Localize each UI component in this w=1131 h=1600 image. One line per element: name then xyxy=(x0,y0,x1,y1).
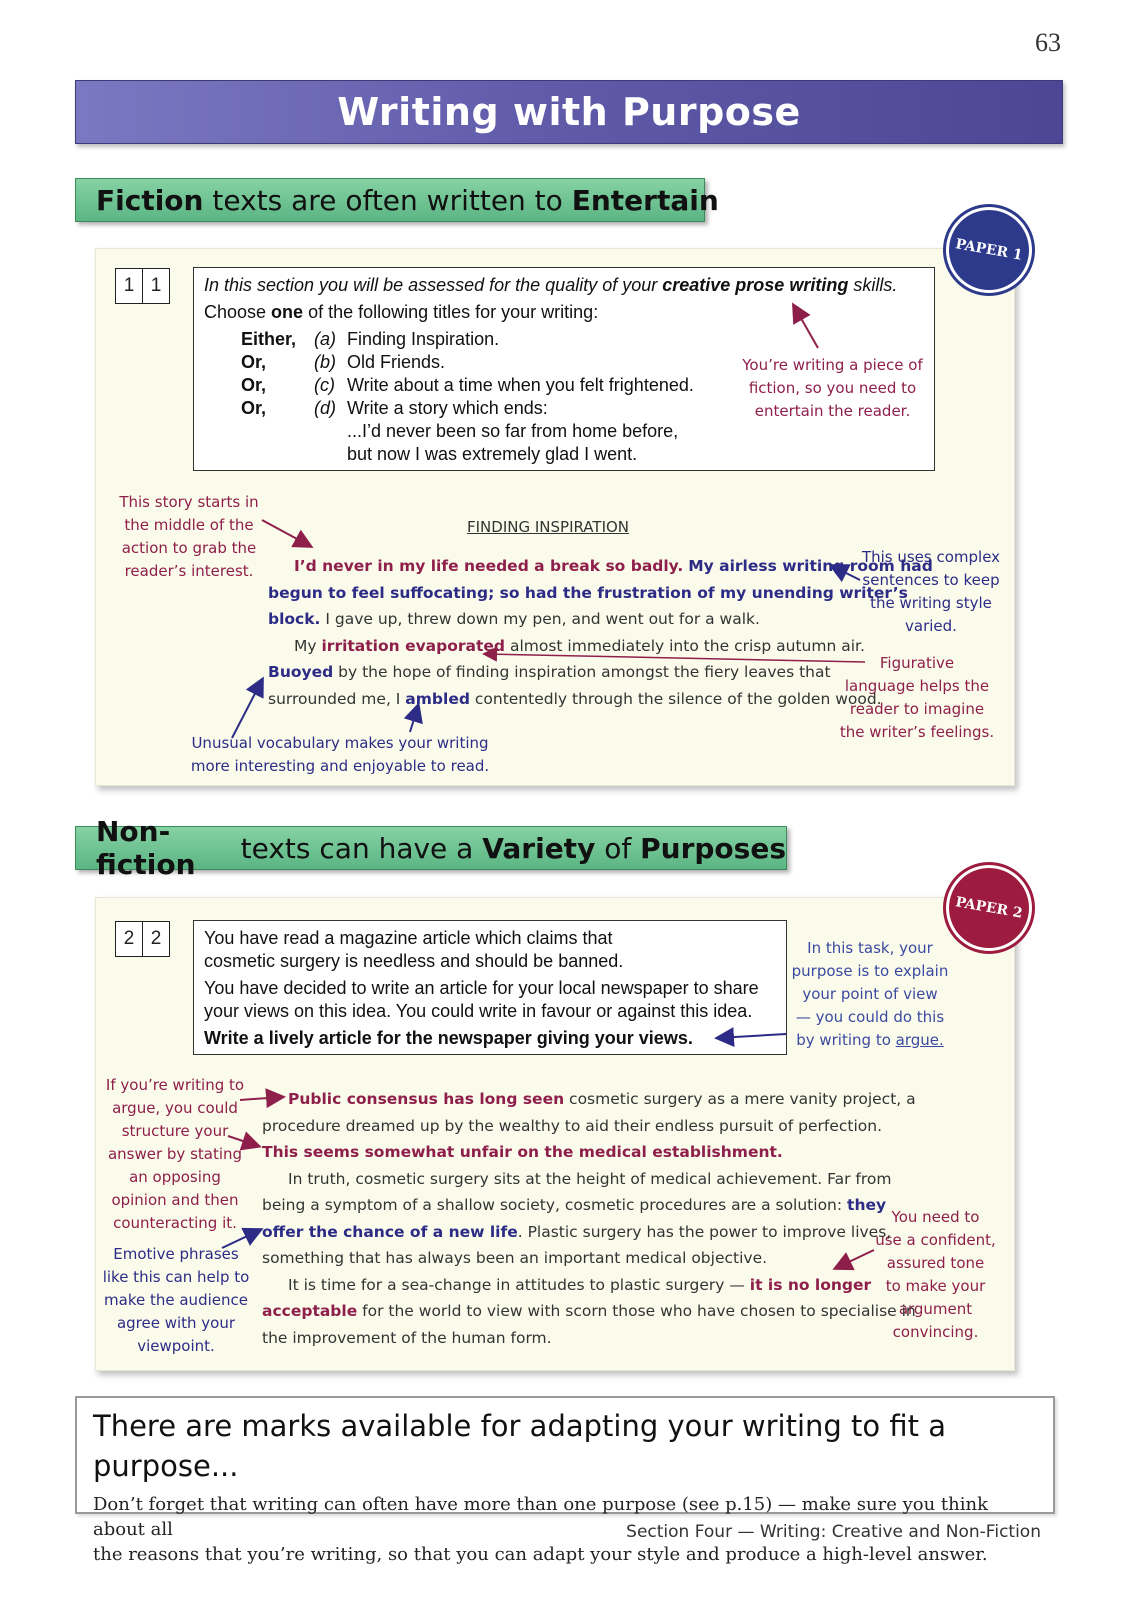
arrow-argue-1 xyxy=(240,1097,282,1100)
page-number: 63 xyxy=(1035,28,1061,57)
story-text: I’d never in my life needed a break so badly. My airless writing room had begun to feel suffocating; so had the frustration of my unending writer’s block. I gave up, threw down my pen, and went out for a walk. My irritation evaporated almost immediately into the crisp autumn air. Buoyed by the hope of finding inspiration amongst the fiery leaves that surrounded me, I ambled contentedly through the silence of the golden wood. xyxy=(268,557,933,708)
option-d-line: ...I’d never been so far from home before, xyxy=(347,421,679,441)
note-argue: If you’re writing to argue, you could structure your answer by stating an opposing opinion and then counteracting it. xyxy=(105,1076,245,1232)
option-c: Or, (c) Write about a time when you felt frightened. xyxy=(241,375,694,395)
heading-text: texts are often written to xyxy=(203,183,572,217)
qnum-digit: 1 xyxy=(142,268,170,304)
option-d: Or, (d) Write a story which ends: xyxy=(241,398,548,418)
qnum-digit: 1 xyxy=(115,268,143,304)
arrow-middle xyxy=(262,520,310,546)
option-d-line: but now I was extremely glad I went. xyxy=(347,444,638,464)
note-complex: This uses complex sentences to keep the writing style varied. xyxy=(861,548,1001,635)
paper2-badge: PAPER 2 xyxy=(949,868,1029,948)
arrow-task xyxy=(718,1034,786,1038)
option-b: Or, (b) Old Friends. xyxy=(241,352,446,372)
tip-body: Don’t forget that writing can often have more than one purpose (see p.15) — make sure you think about all the reasons that you’re writing, so that you can adapt your style and produce a high-level answer. xyxy=(93,1494,989,1565)
note-middle: This story starts in the middle of the action to grab the reader’s interest. xyxy=(119,493,259,580)
article-text: Public consensus has long seen cosmetic surgery as a mere vanity project, a procedure dreamed up by the wealthy to aid their endless pursuit of perfection. This seems somewhat unfair on the medical establishment. In truth, cosmetic surgery sits at the height of medical achievement. Far from being a symptom of a shallow society, cosmetic procedures are a solution: they offer the chance of a new life. Plastic surgery has the power to improve lives, something that has always been an important medical objective. It is time for a sea-change in attitudes to plastic surgery — it is no longer acceptable for the world to view with scorn those who have chosen to specialise in the improvement of the human form. xyxy=(262,1090,916,1347)
note-figurative: Figurative language helps the reader to imagine the writer’s feelings. xyxy=(839,654,995,741)
arrow-argue-2 xyxy=(228,1136,258,1146)
section-footer: Section Four — Writing: Creative and Non-Fiction xyxy=(626,1522,1041,1542)
arrow-vocab-1 xyxy=(232,680,262,738)
arrow-tone xyxy=(836,1250,874,1268)
question-intro: In this section you will be assessed for the quality of your creative prose writing skills. xyxy=(204,275,898,295)
qnum-digit: 2 xyxy=(142,921,170,957)
note-tone: You need to use a confident, assured tone to make your argument convincing. xyxy=(875,1208,996,1341)
section2-heading: Non-fiction texts can have a Variety of Purposes xyxy=(75,826,787,870)
heading-bold: Fiction xyxy=(96,183,204,217)
heading-bold: Entertain xyxy=(571,183,719,217)
qnum-digit: 2 xyxy=(115,921,143,957)
note-purpose: You’re writing a piece of fiction, so you need to entertain the reader. xyxy=(742,356,923,420)
arrow-figurative xyxy=(485,654,865,662)
arrow-complex xyxy=(832,566,860,580)
option-a: Either, (a) Finding Inspiration. xyxy=(241,329,500,349)
tip-heading: There are marks available for adapting your writing to fit a purpose... xyxy=(93,1409,946,1483)
arrow-emotive xyxy=(222,1230,260,1248)
question-box: You have read a magazine article which claims that cosmetic surgery is needless and should be banned. You have decided to write an article for your local newspaper to share your views on this idea. You could write in favour or against this idea. Write a lively article for the newspaper giving your views. xyxy=(193,920,787,1055)
question-instruction: Choose one of the following titles for your writing: xyxy=(204,302,599,322)
paper1-badge: PAPER 1 xyxy=(949,210,1029,290)
story-title: FINDING INSPIRATION xyxy=(467,518,630,536)
page-title: Writing with Purpose xyxy=(337,90,801,134)
note-vocab: Unusual vocabulary makes your writing more interesting and enjoyable to read. xyxy=(190,734,490,775)
note-task: In this task, your purpose is to explain your point of view — you could do this by writing to argue. xyxy=(791,939,949,1049)
arrow-vocab-2 xyxy=(410,706,418,732)
note-emotive: Emotive phrases like this can help to make the audience agree with your viewpoint. xyxy=(102,1245,250,1355)
arrow-purpose xyxy=(794,306,818,348)
